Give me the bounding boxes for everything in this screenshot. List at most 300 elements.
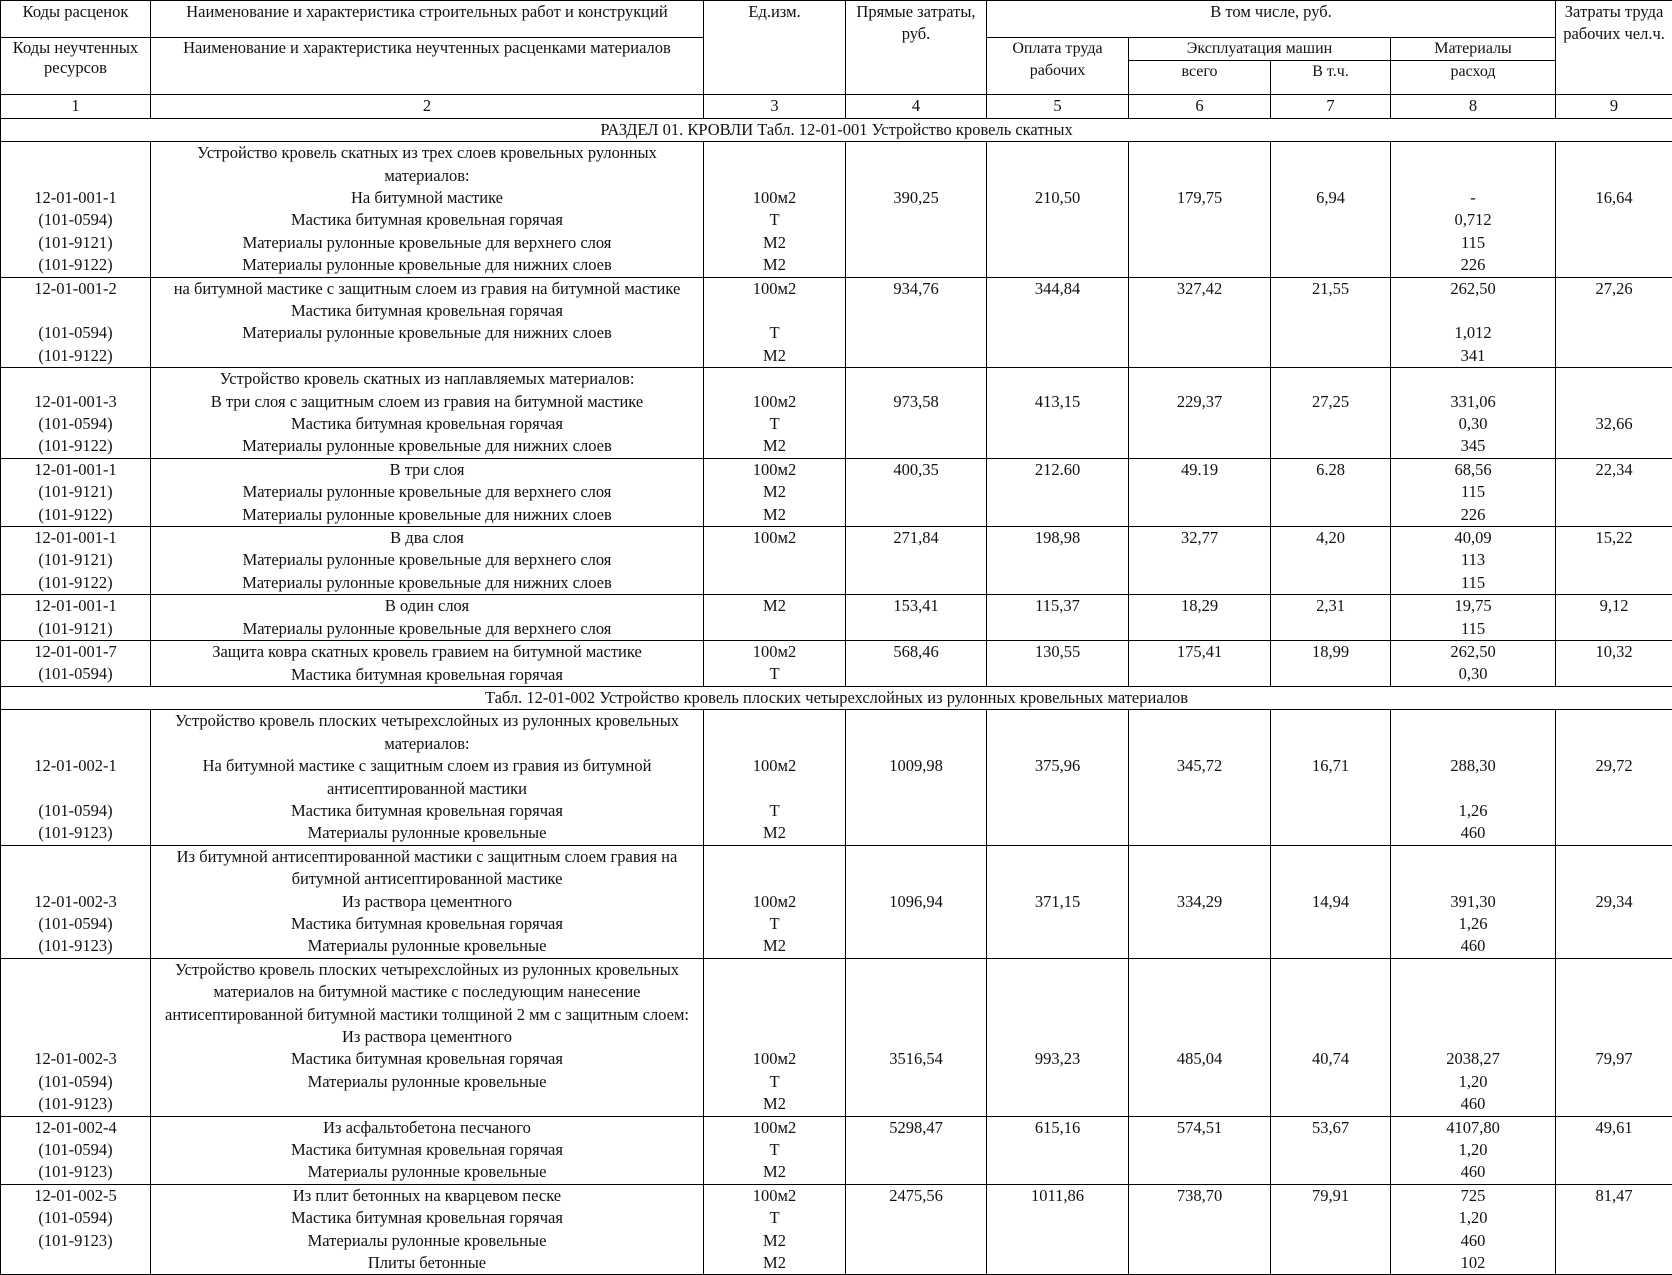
unit: М2 [706, 1230, 843, 1252]
labor-pay [989, 733, 1126, 755]
materials-consumption-cell [1391, 1184, 1556, 1275]
rate-code: (101-9123) [3, 935, 148, 957]
materials-consumption: 19,75 [1393, 595, 1553, 617]
item-name: Устройство кровель скатных из наплавляемых материалов: [153, 368, 701, 390]
labor-pay [989, 846, 1126, 868]
labor-pay [989, 142, 1126, 164]
materials-consumption-cell [1391, 277, 1556, 368]
unit: М2 [706, 254, 843, 276]
direct-cost [848, 868, 984, 890]
rate-code: (101-0594) [3, 322, 148, 344]
labor-pay [989, 981, 1126, 1003]
labor-pay-cell [987, 368, 1129, 459]
machines-total-cell [1129, 1184, 1271, 1275]
unit-cell [704, 710, 846, 845]
rate-code [3, 710, 148, 732]
labor-pay: 210,50 [989, 187, 1126, 209]
materials-consumption: 1,20 [1393, 1071, 1553, 1093]
machines-total [1131, 868, 1268, 890]
item-name-cell [151, 368, 704, 459]
direct-cost [848, 981, 984, 1003]
rate-code: 12-01-001-1 [3, 187, 148, 209]
labor-hours: 32,66 [1558, 413, 1670, 435]
labor-pay-cell [987, 710, 1129, 845]
rate-code: (101-9121) [3, 232, 148, 254]
direct-cost-cell [846, 595, 987, 641]
unit [706, 710, 843, 732]
header-direct-costs: Прямые затраты, руб. [846, 1, 987, 95]
header-unaccounted-name: Наименование и характеристика неучтенных расценками материалов [151, 38, 704, 95]
rate-code-cell [1, 845, 151, 958]
rate-code: (101-0594) [3, 913, 148, 935]
machines-incl [1273, 710, 1388, 732]
rate-code: 12-01-001-1 [3, 595, 148, 617]
column-numbers-row [1, 95, 1672, 118]
unit: 100м2 [706, 1185, 843, 1207]
rate-code: (101-9123) [3, 1093, 148, 1115]
machines-total [1131, 368, 1268, 390]
unit: М2 [706, 595, 843, 617]
materials-consumption: 113 [1393, 549, 1553, 571]
machines-total: 485,04 [1131, 1048, 1268, 1070]
unit: М2 [706, 481, 843, 503]
item-name: Материалы рулонные кровельные для верхнего слоя [153, 549, 701, 571]
unit: М2 [706, 1252, 843, 1274]
section-title: РАЗДЕЛ 01. КРОВЛИ Табл. 12-01-001 Устройство кровель скатных [1, 118, 1672, 141]
labor-pay-cell [987, 845, 1129, 958]
unit [706, 1026, 843, 1048]
materials-consumption [1393, 846, 1553, 868]
materials-consumption: 341 [1393, 345, 1553, 367]
machines-incl: 16,71 [1273, 755, 1388, 777]
materials-consumption [1393, 300, 1553, 322]
unit-cell [704, 595, 846, 641]
rate-code-cell [1, 277, 151, 368]
unit [706, 165, 843, 187]
item-name: Из асфальтобетона песчаного [153, 1117, 701, 1139]
rate-code: (101-0594) [3, 413, 148, 435]
materials-consumption: 0,30 [1393, 413, 1553, 435]
direct-cost-cell [846, 1116, 987, 1184]
machines-total: 574,51 [1131, 1117, 1268, 1139]
materials-consumption: 0,30 [1393, 663, 1553, 685]
machines-incl [1273, 142, 1388, 164]
materials-consumption [1393, 1004, 1553, 1026]
direct-cost-cell [846, 845, 987, 958]
rate-code-cell [1, 958, 151, 1116]
table-row [1, 368, 1672, 459]
materials-consumption [1393, 777, 1553, 799]
labor-hours: 9,12 [1558, 595, 1670, 617]
labor-hours-cell [1556, 641, 1672, 687]
table-row [1, 958, 1672, 1116]
direct-cost [848, 959, 984, 981]
item-name: Материалы рулонные кровельные для нижних слоев [153, 504, 701, 526]
materials-consumption-cell [1391, 142, 1556, 277]
direct-cost-cell [846, 958, 987, 1116]
machines-incl [1273, 846, 1388, 868]
machines-total [1131, 710, 1268, 732]
materials-consumption: 40,09 [1393, 527, 1553, 549]
labor-hours-cell [1556, 710, 1672, 845]
unit [706, 1004, 843, 1026]
column-number: 9 [1556, 95, 1672, 118]
materials-consumption: 460 [1393, 935, 1553, 957]
labor-hours-cell [1556, 845, 1672, 958]
labor-pay-cell [987, 527, 1129, 595]
column-number: 4 [846, 95, 987, 118]
section-title: Табл. 12-01-002 Устройство кровель плоских четырехслойных из рулонных кровельных материалов [1, 686, 1672, 709]
item-name: Материалы рулонные кровельные [153, 1071, 701, 1093]
unit [706, 618, 843, 640]
rate-code: (101-9121) [3, 549, 148, 571]
rate-code: 12-01-001-1 [3, 527, 148, 549]
rate-code [3, 777, 148, 799]
rate-code-cell [1, 641, 151, 687]
labor-pay-cell [987, 458, 1129, 526]
materials-consumption: 460 [1393, 1161, 1553, 1183]
materials-consumption-cell [1391, 595, 1556, 641]
machines-total: 345,72 [1131, 755, 1268, 777]
unit [706, 846, 843, 868]
unit-cell [704, 1116, 846, 1184]
rate-code [3, 959, 148, 981]
direct-cost: 973,58 [848, 391, 984, 413]
materials-consumption: 262,50 [1393, 641, 1553, 663]
labor-pay: 130,55 [989, 641, 1126, 663]
labor-pay [989, 1026, 1126, 1048]
rate-code-cell [1, 710, 151, 845]
labor-hours-cell [1556, 368, 1672, 459]
direct-cost [848, 733, 984, 755]
column-number: 8 [1391, 95, 1556, 118]
materials-consumption: 0,712 [1393, 209, 1553, 231]
item-name: Устройство кровель плоских четырехслойных из рулонных кровельных материалов на битумной мастике с последующим нанесение антисептированной битумной мастики толщиной 2 мм с защитным слоем: [153, 959, 701, 1026]
item-name-cell [151, 595, 704, 641]
rate-code [3, 1026, 148, 1048]
table-row [1, 277, 1672, 368]
materials-consumption [1393, 1026, 1553, 1048]
rate-code-cell [1, 142, 151, 277]
machines-incl [1273, 1026, 1388, 1048]
item-name: Материалы рулонные кровельные [153, 1161, 701, 1183]
unit [706, 777, 843, 799]
unit: Т [706, 913, 843, 935]
materials-consumption: 102 [1393, 1252, 1553, 1274]
labor-hours [1558, 1026, 1670, 1048]
materials-consumption: 460 [1393, 1230, 1553, 1252]
materials-consumption-cell [1391, 845, 1556, 958]
unit [706, 572, 843, 594]
machines-total: 334,29 [1131, 891, 1268, 913]
rate-code: (101-0594) [3, 663, 148, 685]
item-name: Мастика битумная кровельная горячая [153, 1048, 701, 1070]
machines-total-cell [1129, 142, 1271, 277]
direct-cost-cell [846, 368, 987, 459]
materials-consumption [1393, 733, 1553, 755]
header-consumption: расход [1391, 61, 1556, 95]
labor-pay: 115,37 [989, 595, 1126, 617]
item-name: Мастика битумная кровельная горячая [153, 1139, 701, 1161]
machines-total-cell [1129, 458, 1271, 526]
labor-hours [1558, 981, 1670, 1003]
unit: М2 [706, 935, 843, 957]
direct-cost: 1009,98 [848, 755, 984, 777]
labor-hours-cell [1556, 527, 1672, 595]
direct-cost-cell [846, 710, 987, 845]
rate-code: (101-0594) [3, 800, 148, 822]
labor-pay [989, 368, 1126, 390]
item-name-cell [151, 641, 704, 687]
direct-cost-cell [846, 142, 987, 277]
direct-cost [848, 1026, 984, 1048]
item-name-cell [151, 142, 704, 277]
item-name: на битумной мастике с защитным слоем из гравия на битумной мастике [153, 278, 701, 300]
materials-consumption-cell [1391, 1116, 1556, 1184]
machines-incl-cell [1271, 458, 1391, 526]
machines-incl-cell [1271, 527, 1391, 595]
rate-code-cell [1, 527, 151, 595]
labor-hours: 10,32 [1558, 641, 1670, 663]
item-name: В три слоя [153, 459, 701, 481]
machines-incl-cell [1271, 845, 1391, 958]
unit [706, 868, 843, 890]
direct-cost: 2475,56 [848, 1185, 984, 1207]
rate-code: 12-01-002-5 [3, 1185, 148, 1207]
direct-cost [848, 165, 984, 187]
labor-hours [1558, 391, 1670, 413]
machines-total-cell [1129, 958, 1271, 1116]
machines-total [1131, 165, 1268, 187]
machines-total-cell [1129, 277, 1271, 368]
labor-hours: 79,97 [1558, 1048, 1670, 1070]
rate-code-cell [1, 458, 151, 526]
rate-code: 12-01-002-1 [3, 755, 148, 777]
table-row [1, 1116, 1672, 1184]
item-name-cell [151, 1116, 704, 1184]
section-row [1, 686, 1672, 709]
item-name: Мастика битумная кровельная горячая [153, 300, 701, 322]
rate-code: 12-01-001-2 [3, 278, 148, 300]
item-name: Материалы рулонные кровельные [153, 935, 701, 957]
labor-hours-cell [1556, 1116, 1672, 1184]
rate-code: (101-9122) [3, 504, 148, 526]
direct-cost: 390,25 [848, 187, 984, 209]
machines-incl: 79,91 [1273, 1185, 1388, 1207]
labor-hours [1558, 959, 1670, 981]
materials-consumption [1393, 165, 1553, 187]
machines-total-cell [1129, 641, 1271, 687]
labor-hours [1558, 165, 1670, 187]
item-name: Защита ковра скатных кровель гравием на битумной мастике [153, 641, 701, 663]
rate-code-cell [1, 368, 151, 459]
materials-consumption: 391,30 [1393, 891, 1553, 913]
direct-cost: 271,84 [848, 527, 984, 549]
rate-code [3, 368, 148, 390]
item-name: В один слоя [153, 595, 701, 617]
rate-code: (101-9122) [3, 345, 148, 367]
unit-cell [704, 368, 846, 459]
rate-code: 12-01-002-4 [3, 1117, 148, 1139]
machines-incl: 40,74 [1273, 1048, 1388, 1070]
item-name: Материалы рулонные кровельные для нижних слоев [153, 572, 701, 594]
direct-cost-cell [846, 277, 987, 368]
materials-consumption-cell [1391, 958, 1556, 1116]
machines-total [1131, 1026, 1268, 1048]
materials-consumption: 262,50 [1393, 278, 1553, 300]
labor-pay [989, 868, 1126, 890]
materials-consumption: - [1393, 187, 1553, 209]
machines-incl [1273, 733, 1388, 755]
direct-cost-cell [846, 641, 987, 687]
materials-consumption: 1,20 [1393, 1139, 1553, 1161]
machines-total-cell [1129, 1116, 1271, 1184]
unit: 100м2 [706, 187, 843, 209]
unit: 100м2 [706, 391, 843, 413]
materials-consumption: 1,012 [1393, 322, 1553, 344]
unit: Т [706, 209, 843, 231]
labor-pay: 375,96 [989, 755, 1126, 777]
labor-hours: 16,64 [1558, 187, 1670, 209]
rate-code-cell [1, 1184, 151, 1275]
materials-consumption-cell [1391, 458, 1556, 526]
unit: 100м2 [706, 1117, 843, 1139]
unit-cell [704, 142, 846, 277]
labor-pay [989, 710, 1126, 732]
labor-pay: 198,98 [989, 527, 1126, 549]
materials-consumption-cell [1391, 527, 1556, 595]
machines-incl-cell [1271, 1184, 1391, 1275]
labor-hours-cell [1556, 595, 1672, 641]
materials-consumption: 115 [1393, 481, 1553, 503]
item-name: На битумной мастике с защитным слоем из гравия из битумной антисептированной мастики [153, 755, 701, 800]
labor-hours-cell [1556, 458, 1672, 526]
materials-consumption [1393, 368, 1553, 390]
rate-code: (101-9121) [3, 481, 148, 503]
materials-consumption [1393, 959, 1553, 981]
unit: М2 [706, 504, 843, 526]
header-machines-incl: В т.ч. [1271, 61, 1391, 95]
item-name: Плиты бетонные [153, 1252, 701, 1274]
table-row [1, 458, 1672, 526]
table-row [1, 142, 1672, 277]
labor-pay-cell [987, 641, 1129, 687]
header-machines: Эксплуатация машин [1129, 38, 1391, 61]
materials-consumption-cell [1391, 641, 1556, 687]
item-name: В два слоя [153, 527, 701, 549]
rate-code: (101-0594) [3, 209, 148, 231]
direct-cost [848, 142, 984, 164]
unit: М2 [706, 232, 843, 254]
unit-cell [704, 845, 846, 958]
unit: Т [706, 1207, 843, 1229]
machines-incl-cell [1271, 368, 1391, 459]
item-name: Материалы рулонные кровельные для верхнего слоя [153, 481, 701, 503]
unit [706, 142, 843, 164]
materials-consumption: 226 [1393, 254, 1553, 276]
item-name: Мастика битумная кровельная горячая [153, 800, 701, 822]
column-number: 3 [704, 95, 846, 118]
unit: 100м2 [706, 527, 843, 549]
table-row [1, 641, 1672, 687]
materials-consumption-cell [1391, 368, 1556, 459]
machines-total-cell [1129, 845, 1271, 958]
unit: Т [706, 663, 843, 685]
item-name: Из битумной антисептированной мастики с защитным слоем гравия на битумной антисептированной мастике [153, 846, 701, 891]
direct-cost-cell [846, 527, 987, 595]
labor-hours: 22,34 [1558, 459, 1670, 481]
rate-code [3, 846, 148, 868]
machines-incl-cell [1271, 142, 1391, 277]
item-name: Устройство кровель плоских четырехслойных из рулонных кровельных материалов: [153, 710, 701, 755]
materials-consumption: 345 [1393, 435, 1553, 457]
item-name: Мастика битумная кровельная горячая [153, 413, 701, 435]
item-name: В три слоя с защитным слоем из гравия на битумной мастике [153, 391, 701, 413]
rate-code [3, 300, 148, 322]
labor-pay [989, 959, 1126, 981]
labor-hours [1558, 368, 1670, 390]
unit [706, 981, 843, 1003]
machines-total [1131, 981, 1268, 1003]
machines-total-cell [1129, 527, 1271, 595]
header-machines-total: всего [1129, 61, 1271, 95]
labor-hours: 27,26 [1558, 278, 1670, 300]
materials-consumption: 68,56 [1393, 459, 1553, 481]
direct-cost: 153,41 [848, 595, 984, 617]
rate-code: 12-01-001-7 [3, 641, 148, 663]
machines-total [1131, 1004, 1268, 1026]
labor-pay-cell [987, 958, 1129, 1116]
rate-code: (101-0594) [3, 1071, 148, 1093]
direct-cost-cell [846, 458, 987, 526]
labor-pay-cell [987, 595, 1129, 641]
item-name: Из плит бетонных на кварцевом песке [153, 1185, 701, 1207]
header-unit: Ед.изм. [704, 1, 846, 95]
unit: М2 [706, 1161, 843, 1183]
machines-total-cell [1129, 595, 1271, 641]
labor-pay: 371,15 [989, 891, 1126, 913]
rate-code: (101-9122) [3, 435, 148, 457]
header-materials: Материалы [1391, 38, 1556, 61]
direct-cost [848, 846, 984, 868]
machines-incl: 14,94 [1273, 891, 1388, 913]
item-name: Материалы рулонные кровельные [153, 822, 701, 844]
item-name: Из раствора цементного [153, 891, 701, 913]
machines-total: 229,37 [1131, 391, 1268, 413]
header-work-name: Наименование и характеристика строительных работ и конструкций [151, 1, 704, 38]
direct-cost: 3516,54 [848, 1048, 984, 1070]
unit-cell [704, 1184, 846, 1275]
materials-consumption: 460 [1393, 822, 1553, 844]
materials-consumption: 288,30 [1393, 755, 1553, 777]
unit: Т [706, 322, 843, 344]
item-name: Материалы рулонные кровельные для нижних слоев [153, 254, 701, 276]
rate-code: 12-01-002-3 [3, 1048, 148, 1070]
labor-pay [989, 165, 1126, 187]
direct-cost: 1096,94 [848, 891, 984, 913]
unit [706, 368, 843, 390]
item-name: Мастика битумная кровельная горячая [153, 209, 701, 231]
direct-cost [848, 710, 984, 732]
machines-incl: 18,99 [1273, 641, 1388, 663]
rate-code [3, 868, 148, 890]
rate-code: 12-01-002-3 [3, 891, 148, 913]
labor-pay: 212.60 [989, 459, 1126, 481]
column-number: 7 [1271, 95, 1391, 118]
column-number: 1 [1, 95, 151, 118]
labor-hours [1558, 710, 1670, 732]
machines-incl: 2,31 [1273, 595, 1388, 617]
